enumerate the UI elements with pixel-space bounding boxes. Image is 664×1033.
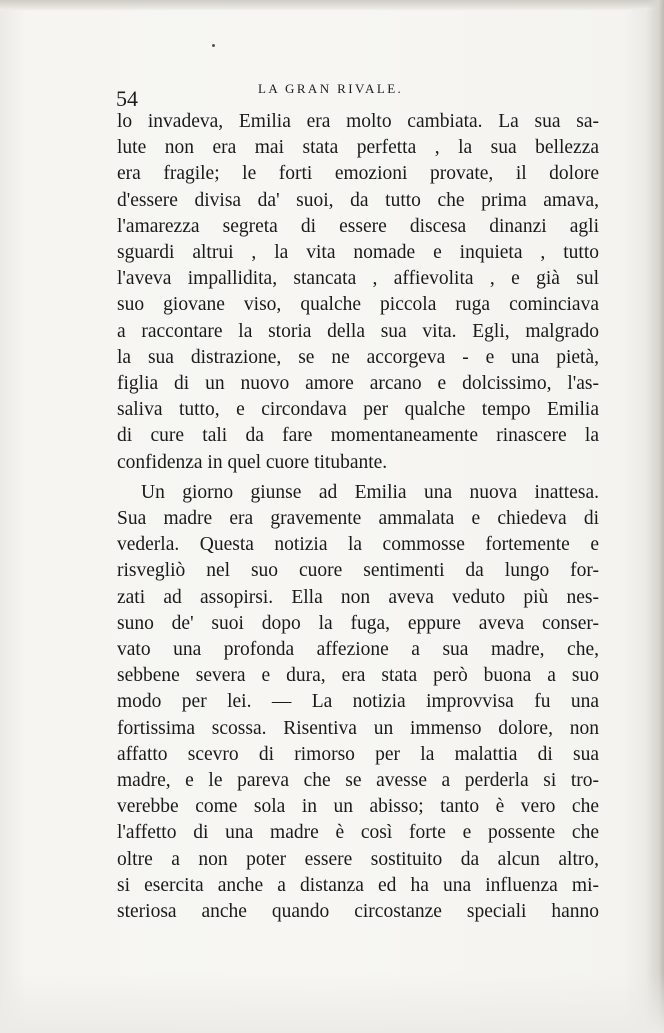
- text-line: fortissima scossa. Risentiva un immenso dolore, non: [117, 717, 599, 739]
- text-line: a raccontare la storia della sua vita. Egli, malgrado: [117, 320, 599, 342]
- text-line: l'aveva impallidita, stancata , affievolita , e già sul: [117, 268, 599, 290]
- text-line: zati ad assopirsi. Ella non aveva veduto più nes-: [117, 586, 599, 608]
- text-line: si esercita anche a distanza ed ha una influenza mi-: [117, 874, 599, 896]
- text-line: d'essere divisa da' suoi, da tutto che prima amava,: [117, 189, 599, 211]
- text-line: sebbene severa e dura, era stata però buona a suo: [117, 665, 599, 687]
- text-line: modo per lei. — La notizia improvvisa fu una: [117, 691, 599, 713]
- page-bottom-edge-shadow: [0, 973, 664, 1033]
- text-line: steriosa anche quando circostanze speciali hanno: [117, 901, 599, 923]
- text-line: era fragile; le forti emozioni provate, il dolore: [117, 163, 599, 185]
- text-line: di cure tali da fare momentaneamente rinascere la: [117, 425, 599, 447]
- text-line: risvegliò nel suo cuore sentimenti da lungo for-: [117, 560, 599, 582]
- text-line: suo giovane viso, qualche piccola ruga cominciava: [117, 294, 599, 316]
- text-line: la sua distrazione, se ne accorgeva - e una pietà,: [117, 346, 599, 368]
- text-line: suno de' suoi dopo la fuga, eppure aveva conser-: [117, 612, 599, 634]
- text-line: verebbe come sola in un abisso; tanto è vero che: [117, 796, 599, 818]
- text-line: sguardi altrui , la vita nomade e inquieta , tutto: [117, 242, 599, 264]
- text-line: saliva tutto, e circondava per qualche tempo Emilia: [117, 399, 599, 421]
- page-right-edge-shadow: [646, 0, 664, 1033]
- text-line: Un giorno giunse ad Emilia una nuova inattesa.: [141, 481, 599, 503]
- text-line: affatto scevro di rimorso per la malattia di sua: [117, 743, 599, 765]
- page-top-edge-shadow: [0, 0, 664, 10]
- ink-speck: [212, 44, 215, 47]
- page-number: 54: [116, 86, 138, 111]
- text-line: l'affetto di una madre è così forte e possente che: [117, 822, 599, 844]
- text-line: vederla. Questa notizia la commosse fortemente e: [117, 534, 599, 556]
- paragraph-2: [117, 480, 599, 925]
- text-line: figlia di un nuovo amore arcano e dolcissimo, l'as-: [117, 373, 599, 395]
- text-line: oltre a non poter essere sostituito da alcun altro,: [117, 848, 599, 870]
- text-line: Sua madre era gravemente ammalata e chiedeva di: [117, 508, 599, 530]
- text-line: vato una profonda affezione a sua madre, che,: [117, 639, 599, 661]
- text-line: lute non era mai stata perfetta , la sua bellezza: [117, 137, 599, 159]
- running-title: LA GRAN RIVALE.: [258, 81, 404, 96]
- text-line: l'amarezza segreta di essere discesa dinanzi agli: [117, 215, 599, 237]
- text-line: confidenza in quel cuore titubante.: [117, 451, 388, 473]
- text-line: madre, e le pareva che se avesse a perderla si tro-: [117, 770, 599, 792]
- text-line: lo invadeva, Emilia era molto cambiata. La sua sa-: [117, 111, 599, 132]
- body-text: [117, 109, 599, 925]
- paragraph-1: [117, 109, 599, 476]
